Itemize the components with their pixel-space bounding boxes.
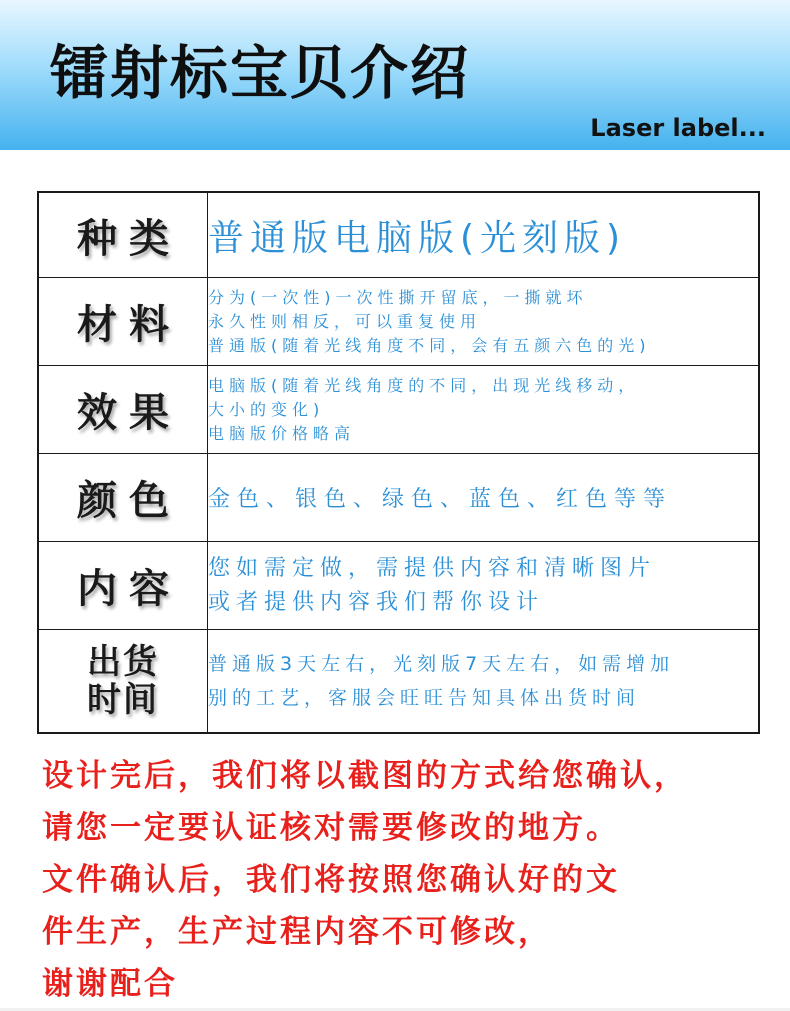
value-line: 普通版3天左右，光刻版7天左右，如需增加	[208, 653, 675, 675]
table-row-content	[38, 542, 759, 630]
value-line: 永久性则相反，可以重复使用	[208, 311, 482, 331]
value-line: 您如需定做，需提供内容和清晰图片	[208, 555, 657, 581]
note-line: 谢谢配合	[42, 966, 178, 1002]
row-value-effect	[208, 366, 760, 454]
table-row-material	[38, 278, 759, 366]
row-value-content	[208, 542, 760, 630]
note-line: 件生产，生产过程内容不可修改，	[42, 914, 552, 950]
label-line: 出货	[87, 642, 159, 682]
value-line: 金色、银色、绿色、蓝色、红色等等	[208, 487, 673, 512]
row-label-type: 种类	[38, 192, 208, 278]
row-value-material	[208, 278, 760, 366]
page-subtitle: Laser label...	[590, 114, 766, 142]
page-title: 镭射标宝贝介绍	[50, 39, 471, 107]
label-line: 时间	[87, 680, 159, 720]
product-info-table	[37, 191, 760, 734]
row-label-effect: 效果	[38, 366, 208, 454]
row-value-type	[208, 192, 760, 278]
row-value-shipping-time	[208, 630, 760, 734]
value-line: 大小的变化)	[208, 399, 325, 419]
value-line: 别的工艺，客服会旺旺告知具体出货时间	[208, 687, 641, 709]
note-line: 请您一定要认证核对需要修改的地方。	[42, 810, 620, 846]
value-line: 或者提供内容我们帮你设计	[208, 589, 545, 615]
note-line: 设计完后，我们将以截图的方式给您确认，	[42, 758, 688, 794]
value-line: 电脑版(随着光线角度的不同，出现光线移动，	[208, 375, 640, 395]
row-label-color: 颜色	[38, 454, 208, 542]
row-label-content: 内容	[38, 542, 208, 630]
value-line: 电脑版价格略高	[208, 423, 356, 443]
table-row-type	[38, 192, 759, 278]
confirmation-notes	[42, 750, 782, 1010]
table-row-effect	[38, 366, 759, 454]
value-line: 分为(一次性)一次性撕开留底，一撕就坏	[208, 287, 588, 307]
row-label-material: 材料	[38, 278, 208, 366]
header-banner	[0, 0, 790, 150]
table-row-shipping-time	[38, 630, 759, 734]
row-label-shipping-time	[38, 630, 208, 734]
row-value-color	[208, 454, 760, 542]
note-line: 文件确认后，我们将按照您确认好的文	[42, 862, 620, 898]
table-row-color	[38, 454, 759, 542]
value-line: 普通版电脑版(光刻版)	[208, 217, 627, 259]
value-line: 普通版(随着光线角度不同，会有五颜六色的光)	[208, 335, 651, 355]
